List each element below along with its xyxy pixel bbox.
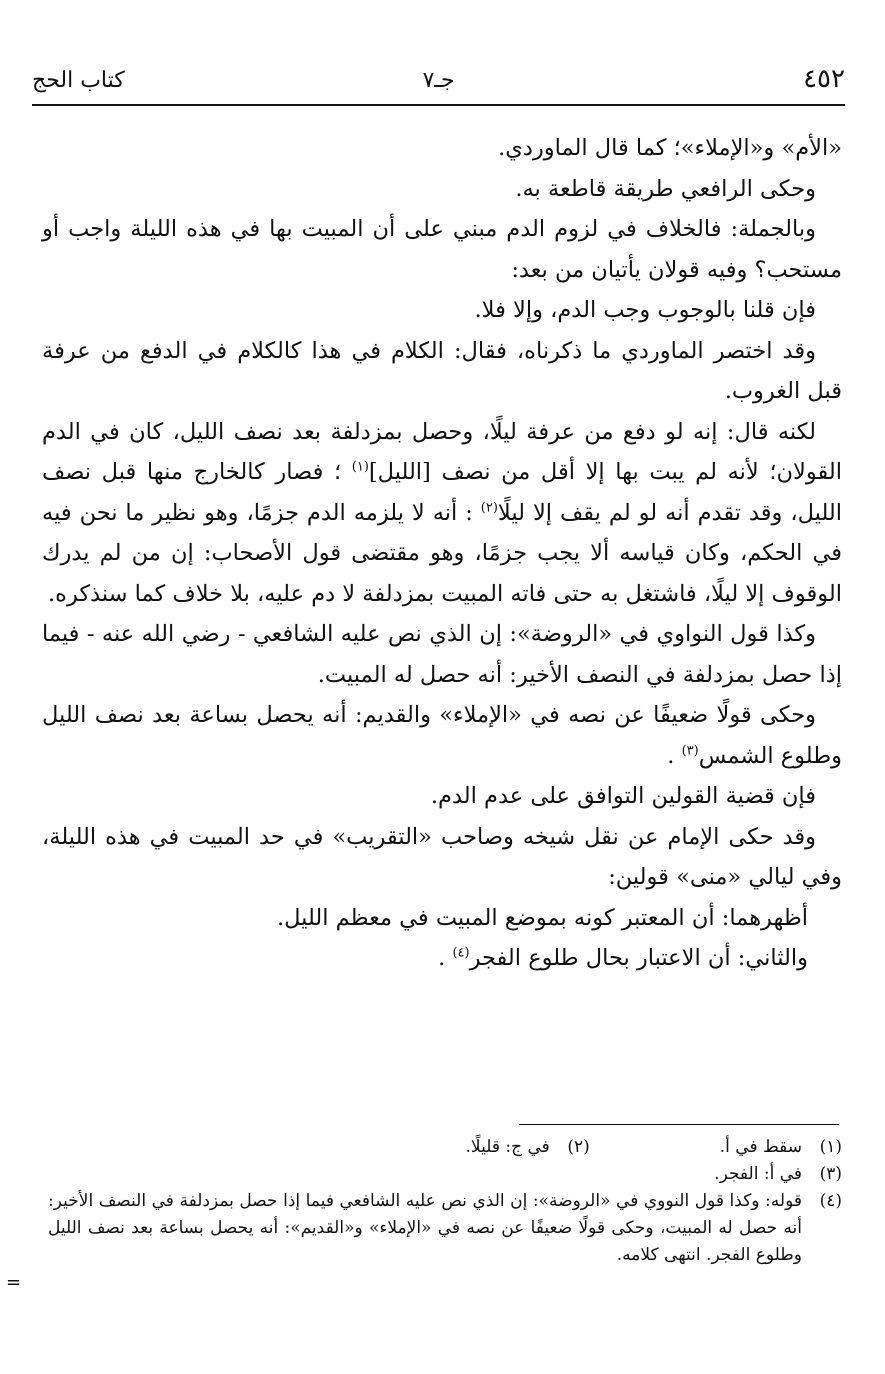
main-text — [42, 128, 842, 979]
footnote-1 — [720, 1134, 842, 1161]
paragraph: وكذا قول النواوي في «الروضة»: إن الذي نص عليه الشافعي - رضي الله عنه - فيما إذا حصل بمزدلفة في النصف الأخير: أنه حصل له المبيت. — [42, 621, 842, 688]
footnote-text: سقط في أ. — [719, 1137, 802, 1157]
footnote-number: (٢) — [567, 1137, 590, 1157]
book-title: كتاب الحج — [32, 68, 125, 93]
paragraph: وبالجملة: فالخلاف في لزوم الدم مبني على أن المبيت بها في هذه الليلة واجب أو مستحب؟ وفيه قولان يأتيان من بعد: — [42, 216, 842, 283]
footnote-3 — [48, 1161, 842, 1188]
text-run: : أنه لا يلزمه الدم جزمًا، وهو نظير ما نحن فيه في الحكم، وكان قياسه ألا يجب جزمًا، وهو مقتضى قول الأصحاب: إن من لم يدرك الوقوف إلا ليلًا، فاشتغل به حتى فاته المبيت بمزدلفة لا دم عليه، بلا خلاف كما سنذكره. — [42, 499, 842, 607]
footnote-number: (٤) — [819, 1191, 842, 1211]
paragraph — [42, 695, 842, 776]
footnote-ref-4: (٤) — [452, 945, 470, 961]
paragraph — [42, 938, 842, 979]
continuation-mark: = — [6, 1272, 22, 1293]
footnote-number: (٣) — [819, 1164, 842, 1184]
running-header — [32, 64, 845, 104]
text-run: لكنه قال: إنه لو دفع من عرفة ليلًا، وحصل بمزدلفة بعد نصف الليل، كان في الدم القولان؛ لأنه لم يبت بها إلا أقل من نصف [الليل] — [42, 418, 842, 485]
text-run: والثاني: أن الاعتبار بحال طلوع الفجر — [469, 945, 808, 971]
header-rule — [32, 104, 845, 106]
paragraph: فإن قلنا بالوجوب وجب الدم، وإلا فلا. — [474, 297, 816, 323]
footnote-gap — [590, 1134, 720, 1161]
text-run: . — [667, 742, 682, 769]
footnote-ref-2: (٢) — [480, 500, 498, 515]
footnote-number: (١) — [819, 1137, 842, 1157]
paragraph: وقد اختصر الماوردي ما ذكرناه، فقال: الكلام في هذا كالكلام في الدفع من عرفة قبل الغروب. — [42, 337, 842, 404]
footnote-ref-3: (٣) — [681, 743, 699, 758]
paragraph — [42, 412, 842, 615]
volume-label: جـ٧ — [422, 68, 455, 93]
footnote-4 — [48, 1188, 842, 1269]
footnote-row — [48, 1134, 842, 1161]
text-run: وحكى قولًا ضعيفًا عن نصه في «الإملاء» والقديم: أنه يحصل بساعة بعد نصف الليل وطلوع الشمس — [42, 702, 842, 769]
text-run: ؛ فصار كالخارج منها قبل نصف الليل، وقد تقدم أنه لو لم يقف إلا ليلًا — [42, 459, 842, 526]
footnotes — [48, 1134, 842, 1269]
paragraph: «الأم» و«الإملاء»؛ كما قال الماوردي. — [498, 135, 842, 161]
footnote-text: قوله: وكذا قول النووي في «الروضة»: إن الذي نص عليه الشافعي فيما إذا حصل بمزدلفة في النصف الأخير: أنه حصل له المبيت، وحكى قولًا ضعيفًا عن نصه في «الإملاء» و«القديم»: أنه يحصل بساعة بعد نصف الليل وطلوع الفجر. انتهى كلامه. — [48, 1191, 802, 1265]
page-number: ٤٥٢ — [803, 64, 845, 94]
footnote-text: في أ: الفجر. — [714, 1164, 802, 1184]
footnote-ref-1: (١) — [351, 459, 369, 475]
paragraph: أظهرهما: أن المعتبر كونه بموضع المبيت في معظم الليل. — [276, 904, 808, 931]
footnote-2 — [466, 1134, 590, 1161]
text-run: . — [438, 945, 453, 971]
paragraph: فإن قضية القولين التوافق على عدم الدم. — [430, 783, 816, 809]
footnote-rule — [519, 1124, 839, 1125]
paragraph: وحكى الرافعي طريقة قاطعة به. — [515, 175, 816, 202]
paragraph: وقد حكى الإمام عن نقل شيخه وصاحب «التقريب» في حد المبيت في هذه الليلة، وفي ليالي «منى» قولين: — [42, 823, 842, 890]
footnote-text: في ج: قليلًا. — [465, 1137, 550, 1157]
